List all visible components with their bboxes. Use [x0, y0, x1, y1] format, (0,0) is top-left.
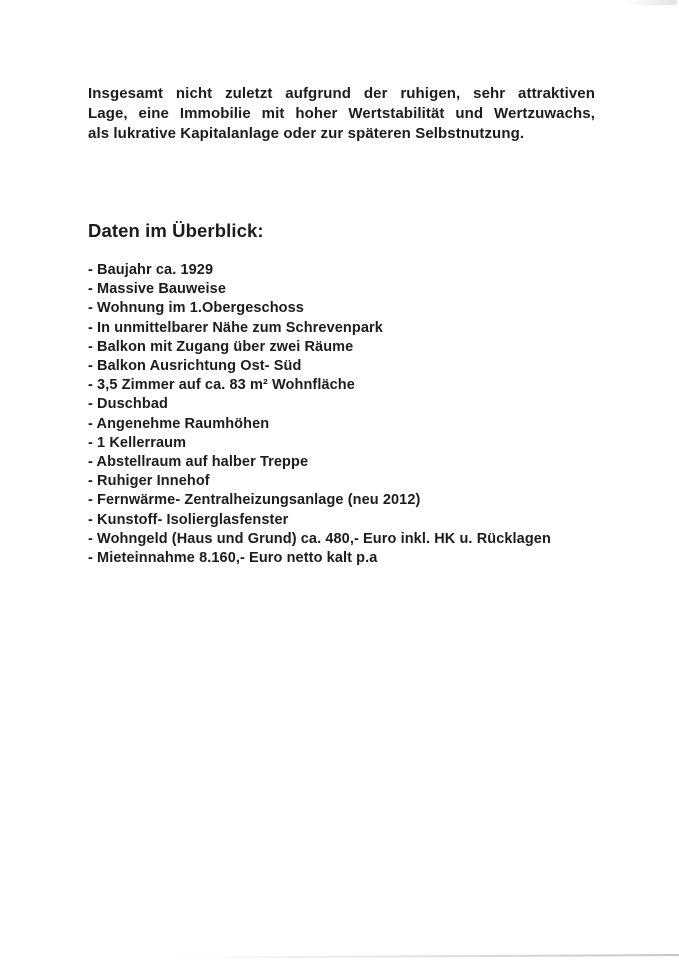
list-item: - Baujahr ca. 1929 — [88, 262, 214, 278]
list-item: - 1 Kellerraum — [88, 434, 187, 451]
list-item: - Wohngeld (Haus und Grund) ca. 480,- Euro inkl. HK u. Rücklagen — [88, 530, 551, 547]
list-item: - In unmittelbarer Nähe zum Schrevenpark — [88, 319, 383, 336]
intro-line: Lage, eine Immobilie mit hoher Wertstabilität und Wertzuwachs, — [88, 105, 595, 122]
intro-paragraph — [88, 84, 595, 144]
scan-artifact-top-smudge — [625, 0, 677, 5]
list-item: - Angenehme Raumhöhen — [88, 415, 270, 432]
overview-heading: Daten im Überblick: — [88, 220, 264, 241]
intro-line: als lukrative Kapitalanlage oder zur späteren Selbstnutzung. — [88, 125, 525, 142]
list-item: - Fernwärme- Zentralheizungsanlage (neu 2012) — [88, 492, 421, 509]
list-item: - Balkon mit Zugang über zwei Räume — [88, 338, 354, 355]
list-item: - Duschbad — [88, 396, 168, 413]
list-item: - 3,5 Zimmer auf ca. 83 m² Wohnfläche — [88, 377, 355, 394]
list-item: - Ruhiger Innehof — [88, 473, 210, 490]
overview-list — [88, 261, 628, 568]
intro-line: Insgesamt nicht zuletzt aufgrund der ruhigen, sehr attraktiven — [88, 85, 595, 102]
list-item: - Massive Bauweise — [88, 281, 227, 298]
scan-artifact-bottom-line — [163, 954, 679, 959]
list-item: - Wohnung im 1.Obergeschoss — [88, 300, 304, 317]
list-item: - Mieteinnahme 8.160,- Euro netto kalt p.a — [88, 550, 378, 567]
list-item: - Abstellraum auf halber Treppe — [88, 454, 309, 471]
list-item: - Kunstoff- Isolierglasfenster — [88, 511, 289, 528]
list-item: - Balkon Ausrichtung Ost- Süd — [88, 358, 302, 375]
